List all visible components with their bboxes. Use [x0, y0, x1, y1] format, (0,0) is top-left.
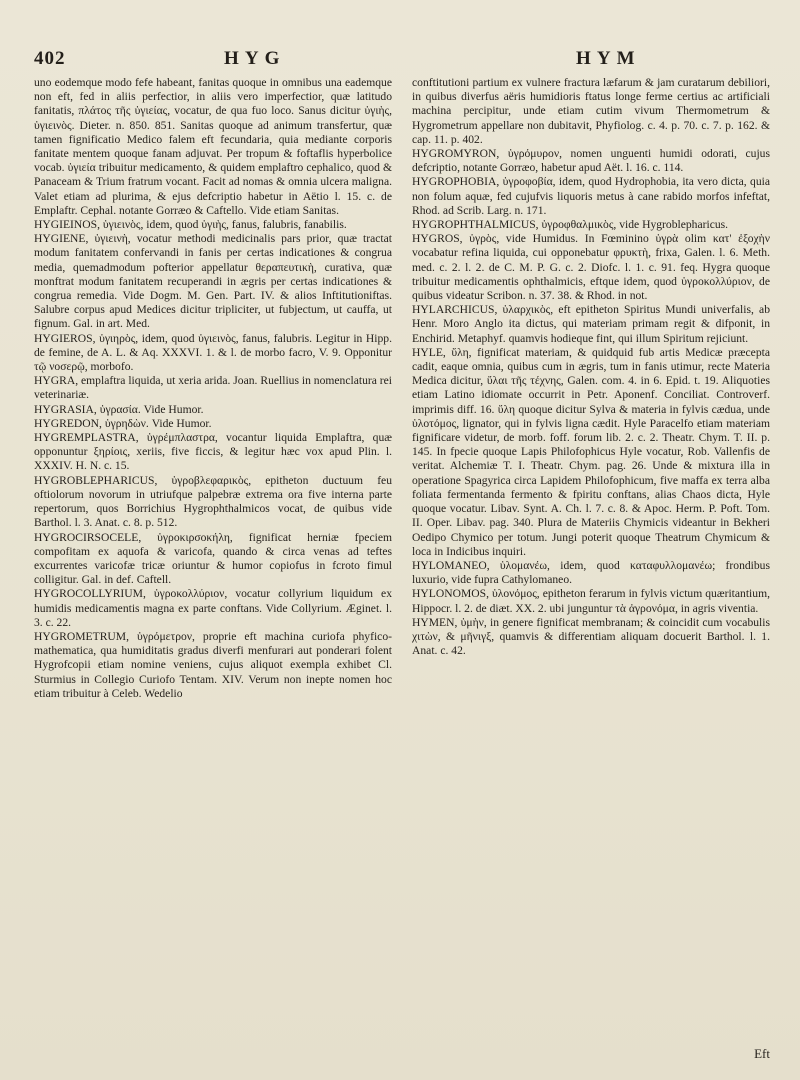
running-head	[34, 48, 770, 72]
right-paragraph: HYGROMYRON, ὑγρόμυρον, nomen unguenti humidi odorati, cujus defcriptio, notante Gorræo, habetur apud Aët. l. 16. c. 114.	[412, 147, 770, 175]
left-paragraph: HYGIEROS, ὑγιηρὸς, idem, quod ὑγιεινὸς, fanus, falubris. Legitur in Hipp. de femine, de A. L. & Aq. XXXVI. 1. & l. de morbo facro, V. 9. Opponitur τῷ νοσερῷ, morbofo.	[34, 331, 392, 374]
left-paragraph: uno eodemque modo fefe habeant, fanitas quoque in omnibus una eademque non eft, fed in aliis perfectior, in aliis vero imperfectior, quæ latitudo fanitatis, πλάτος τῆς ὑγιείας, vocatur, de qua fuo loco. Sanus dicitur ὑγιὴς, ὑγιεινὸς. Dieter. n. 850. 851. Sanitas quoque ad animum transfertur, quæ tamen fignificatio Medico falem eft fecundaria, quia mediante corporis fanitate mentem quoque fanam adjuvat. Per tropum & foftaflis hyperbolice vocab. ὑγιεία tribuitur medicamento, & quidem emplaftro cephalico, quod & Panaceam & Trium fratrum vocant. Facit ad nomas & omnia ulcera maligna. Valet etiam ad plurima, & ejus defcriptio habetur in Aëtio l. 15. c. de Emplaftr. Cephal. notante Gorræo & Caftello. Vide etiam Sanitas.	[34, 76, 392, 217]
catchword: Eft	[754, 1046, 770, 1061]
left-paragraph: HYGRASIA, ὑγρασία. Vide Humor.	[34, 402, 204, 416]
right-running-title: H Y M	[576, 48, 636, 69]
left-paragraph: HYGROBLEPHARICUS, ὑγροβλεφαρικὸς, epitheton ductuum feu oftiolorum novorum in utriufque palpebræ extrema ora five interna parte repertorum, quos Borrichius Hygrophthalmicos vocat, de quibus vide Barthol. l. 3. Anat. c. 8. p. 512.	[34, 473, 392, 530]
left-running-title: H Y G	[224, 48, 281, 69]
left-column	[34, 76, 392, 701]
right-paragraph: HYLE, ὕλη, fignificat materiam, & quidquid fub artis Medicæ præcepta cadit, eaque omnia, quibus cum in ægris, tum in fanis utimur, recte Materia Medica dicitur, ὕλαι τῆς τέχνης, Galen. com. 4. in 6. Epid. t. 19. Aliquoties etiam Latino idiomate occurrit in Petr. Aponenf. Conciliat. Controverf. imprimis diff. 16. ὕλη quoque dicitur Sylva & materia in fylvis cædua, unde ὑλοτόμος, lignator, qui in fylvis ligna cædit. Hyle Paracelfo etiam materiam fignificare videtur, de morb. foff. forum lib. 2. c. 2. Theatr. Chym. T. II. p. 145. In fpecie quoque Lapis Philofophicus Hyle vocatur, Rob. Vallenfis de veritat. Alchemiæ T. I. Theatr. Chym. pag. 26. Unde & mixtura illa in operatione Spagyrica circa Lapidem Philofophicum, five maffa ex terra alba foliata fermentanda fermento & fpiritu conftans, alias Chaos dicta, Hyle quoque vocatur. Libav. Synt. A. Ch. l. 7. c. 8. & Apoc. Herm. P. Poft. Tom. II. Oper. Libav. pag. 340. Plura de Materiis Chymicis videantur in Bekheri Oedipo Chymico per totum. Jungi poterit quoque Theatrum Chymicum & loca in Indicibus inquiri.	[412, 345, 770, 558]
right-paragraph: HYLONOMOS, ὑλονόμος, epitheton ferarum in fylvis victum quæritantium, Hippocr. l. 2. de diæt. XX. 2. ubi junguntur τὰ ἀγρονόμα, in agris viventia.	[412, 587, 770, 615]
right-column	[412, 76, 770, 701]
left-paragraph: HYGROCOLLYRIUM, ὑγροκολλύριον, vocatur collyrium liquidum ex humidis medicamentis magna ex parte conftans. Vide Collyrium. Æginet. l. 3. c. 22.	[34, 587, 392, 629]
left-paragraph: HYGREDON, ὑγρηδὼν. Vide Humor.	[34, 416, 212, 430]
two-column-body	[34, 76, 770, 701]
left-paragraph: HYGREMPLASTRA, ὑγρέμπλαστρα, vocantur liquida Emplaftra, quæ opponuntur ξηρίοις, xeriis, five ficcis, & legitur hæc vox apud Plin. l. XXXIV. H. N. c. 15.	[34, 431, 392, 473]
right-paragraph: HYMEN, ὑμὴν, in genere fignificat membranam; & coincidit cum vocabulis χιτὼν, & μῆνιγξ, quamvis & differentiam aliquam docuerit Barthol. l. 1. Anat. c. 42.	[412, 615, 770, 658]
right-paragraph: HYLARCHICUS, ὑλαρχικὸς, eft epitheton Spiritus Mundi univerfalis, ab Henr. Moro Anglo ita dictus, qui materiam primam regit & difponit, in Enchirid. Metaphyf. quamvis hodieque fint, qui illum Spiritum rejiciunt.	[412, 303, 770, 345]
left-paragraph: HYGIENE, ὑγιεινὴ, vocatur methodi medicinalis pars prior, quæ tractat modum fanitatem confervandi in fanis per certas indicationes & congrua media, quemadmodum pofterior appellatur θεραπευτικὴ, curativa, quæ monftrat modum fanitatem recuperandi in ægris per certas indicationes & congrua remedia. Vide Dogm. M. Gen. Part. IV. & alios Inftitutioniftas. Salubre corpus apud Medices dicitur tripliciter, ut fubjectum, ut cauffa, ut fignum. Gal. in art. Med.	[34, 232, 392, 331]
left-paragraph: HYGRA, emplaftra liquida, ut xeria arida. Joan. Ruellius in nomenclatura rei veterinariæ.	[34, 374, 393, 402]
right-paragraph: HYLOMANEO, ὑλομανέω, idem, quod καταφυλλομανέω; frondibus luxurio, vide fupra Cathylomaneo.	[412, 558, 770, 587]
right-paragraph: HYGROPHOBIA, ὑγροφοβία, idem, quod Hydrophobia, ita vero dicta, quia non folum aquæ, fed cujufvis liquoris metus à cane rabido morfos infeftat, Rhod. ad Scrib. Larg. n. 171.	[412, 175, 770, 217]
right-paragraph: HYGROPHTHALMICUS, ὑγροφθαλμικὸς, vide Hygroblepharicus.	[412, 218, 729, 232]
left-paragraph: HYGIEINOS, ὑγιεινὸς, idem, quod ὑγιὴς, fanus, falubris, fanabilis.	[34, 218, 347, 232]
left-paragraph: HYGROMETRUM, ὑγρόμετρον, proprie eft machina curiofa phyfico-mathematica, qua humiditatis gradus diverfi menfurari aut ponderari folent Hygrofcopii etiam nomine veniens, cujus aliquot exempla exhibet Cl. Sturmius in Collegio Curiofo Tentam. XIV. Verum non inepte nomen hoc etiam tribuitur à Celeb. Wedelio	[34, 629, 392, 700]
right-paragraph: HYGROS, ὑγρὸς, vide Humidus. In Fœminino ὑγρὰ olim κατ' ἐξοχὴν vocabatur refina liquida, cui opponebatur φρυκτὴ, frixa, Galen. l. 6. Meth. med. c. 2. l. 2. de C. M. P. G. c. 2. Diofc. l. 1. c. 91. feq. Hygra quoque tribuitur medicamentis ophthalmicis, eftque idem, quod ὑγροκολλύριον, de quibus videatur Scribon. n. 37. 38. & Rhod. in not.	[412, 232, 770, 303]
page-number: 402	[34, 48, 66, 69]
right-paragraph: conftitutioni partium ex vulnere fractura læfarum & jam curatarum debiliori, in quibus diverfus aëris humidioris ftatus longe ferme certius ac artificiali machina percipitur, unde etiam cutim vivum Thermometrum & Hygrometrum appellare non dubitavit, Phyfiolog. c. 4. p. 70. c. 7. p. 162. & cap. 11. p. 402.	[412, 76, 770, 146]
left-paragraph: HYGROCIRSOCELE, ὑγροκιρσοκήλη, fignificat herniæ fpeciem compofitam ex aquofa & varicofa, quando & circa venas ad teftes excurrentes varicofæ tricæ oriuntur & humor copiofus in fcroto fimul colligitur. Gal. in def. Caftell.	[34, 530, 392, 587]
